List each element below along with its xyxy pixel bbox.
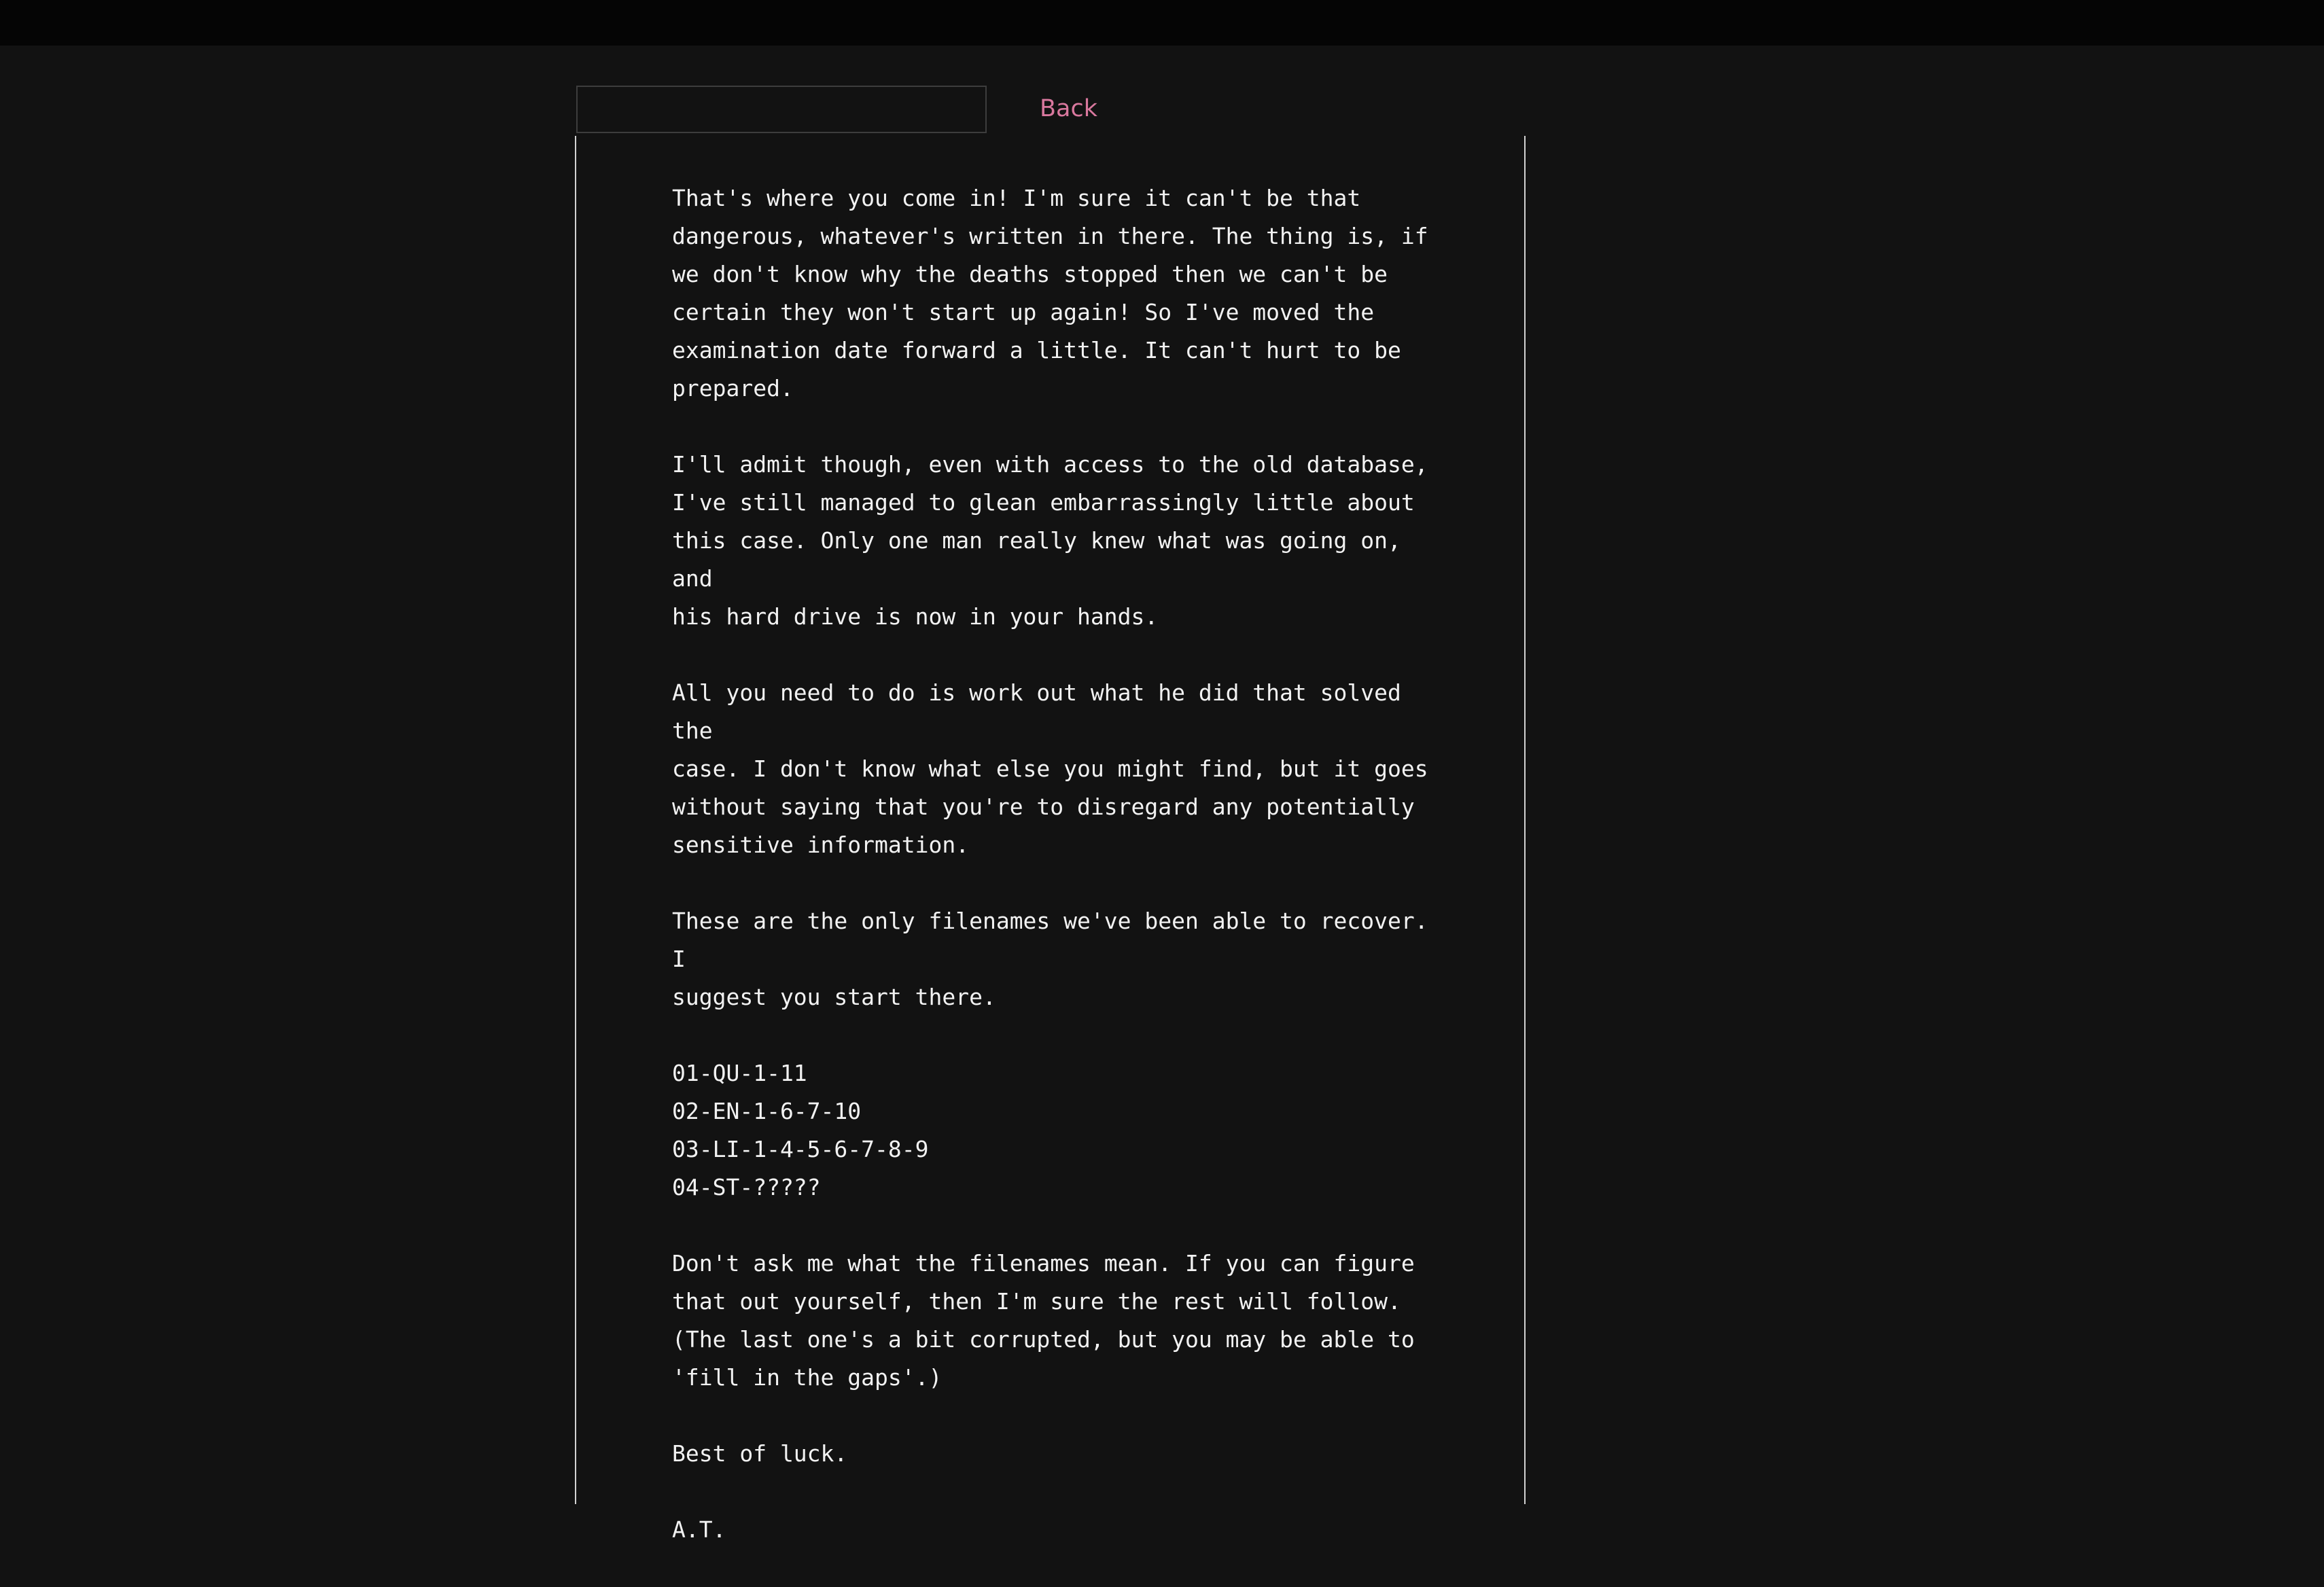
- filename-item: 02-EN-1-6-7-10: [672, 1098, 862, 1124]
- filename-list: [672, 1054, 1447, 1207]
- letter-sign-off: Best of luck.: [672, 1440, 848, 1467]
- letter-panel: [575, 136, 1526, 1543]
- letter-content: [672, 179, 1447, 1587]
- letter-paragraph-5: Don't ask me what the filenames mean. If you can figure that out yourself, then I'm sure the rest will follow. (The last one's a bit corrupted, but you may be able to 'fill in the gaps'.): [672, 1250, 1415, 1391]
- back-link[interactable]: Back: [1040, 95, 1097, 122]
- letter-paragraph-2: I'll admit though, even with access to the old database, I've still managed to glean embarrassingly little about this case. Only one man really knew what was going on, and his hard drive is now in your hands.: [672, 451, 1428, 630]
- letter-paragraph-3: All you need to do is work out what he did that solved the case. I don't know what else you might find, but it goes without saying that you're to disregard any potentially sensitive information.: [672, 679, 1428, 858]
- top-bar: [0, 0, 2324, 46]
- letter-paragraph-4: These are the only filenames we've been able to recover. I suggest you start there.: [672, 908, 1428, 1010]
- letter-signature: A.T.: [672, 1516, 726, 1543]
- filename-input[interactable]: [576, 86, 987, 133]
- filename-item: 04-ST-?????: [672, 1174, 821, 1200]
- filename-item: 03-LI-1-4-5-6-7-8-9: [672, 1136, 929, 1162]
- letter-paragraph-1: That's where you come in! I'm sure it can't be that dangerous, whatever's written in there. The thing is, if we don't know why the deaths stopped then we can't be certain they won't start up again! So I've moved the examination date forward a little. It can't hurt to be prepared.: [672, 185, 1428, 402]
- filename-item: 01-QU-1-11: [672, 1060, 807, 1086]
